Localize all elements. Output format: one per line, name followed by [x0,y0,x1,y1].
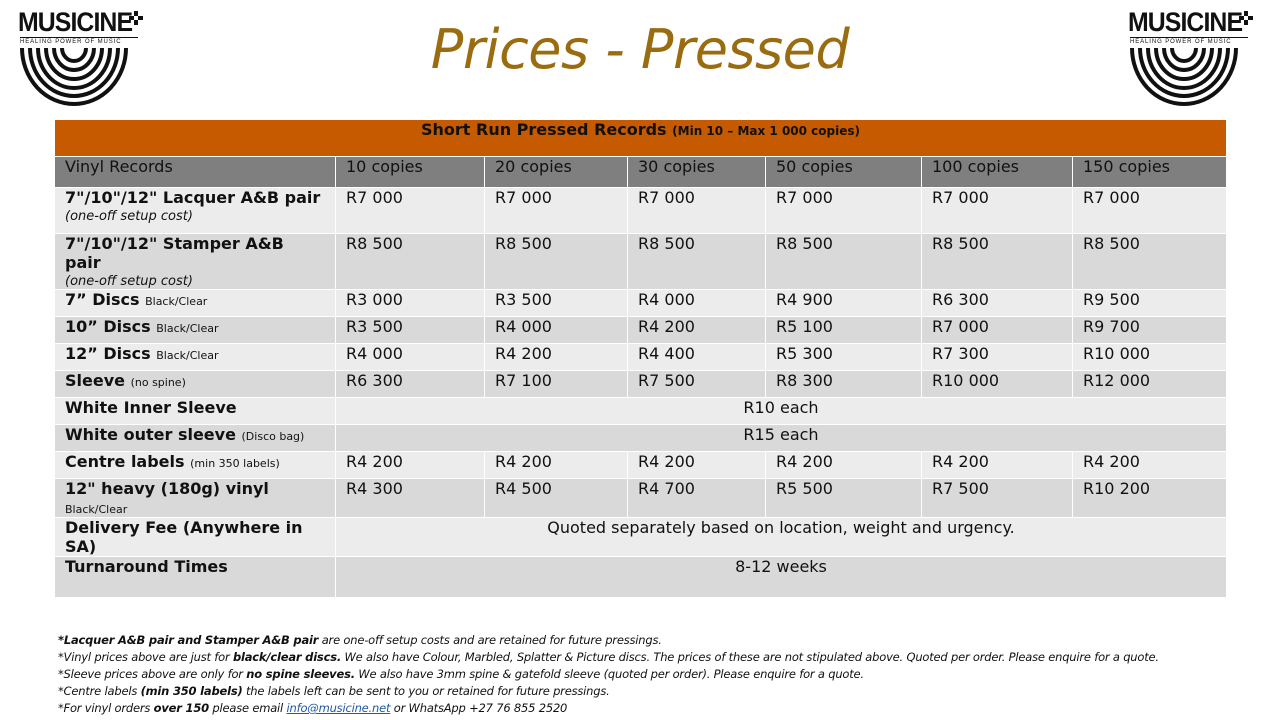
row-label [55,518,336,557]
footnote [58,683,1228,700]
price-cell: R4 200 [628,317,766,344]
price-cell: R7 000 [628,188,766,234]
price-cell: R6 300 [922,290,1073,317]
row-label [55,290,336,317]
price-cell: R10 000 [1073,344,1227,371]
price-cell: R8 300 [766,371,922,398]
price-cell: R4 200 [1073,452,1227,479]
footnote-text: are one-off setup costs and are retained for future pressings. [318,633,662,647]
price-cell: R8 500 [485,234,628,290]
footnote-text: or WhatsApp +27 76 855 2520 [390,701,568,715]
row-label-small: Black/Clear [65,503,128,516]
column-header: 50 copies [766,157,922,188]
footnote-text: *Centre labels [58,684,141,698]
row-label-text: Sleeve [65,371,125,390]
price-cell: R12 000 [1073,371,1227,398]
footnote-bold: (min 350 labels) [140,684,243,698]
table-row [55,344,1227,371]
table-row [55,290,1227,317]
table-row [55,188,1227,234]
column-header: 30 copies [628,157,766,188]
email-link[interactable]: info@musicine.net [286,701,391,715]
banner-subtitle: (Min 10 – Max 1 000 copies) [672,124,861,138]
price-cell: R3 500 [336,317,485,344]
footnote-bold: no spine sleeves. [246,667,355,681]
table-row [55,317,1227,344]
price-cell: R3 500 [485,290,628,317]
row-label-small: Black/Clear [156,322,219,335]
table-row [55,452,1227,479]
price-table [54,119,1227,598]
row-label-text: White Inner Sleeve [65,398,237,417]
price-cell: R8 500 [766,234,922,290]
row-label [55,557,336,598]
price-cell: R4 200 [766,452,922,479]
footnote-text: We also have 3mm spine & gatefold sleeve (quoted per order). Please enquire for a quote. [354,667,864,681]
price-cell: R4 300 [336,479,485,518]
table-row [55,479,1227,518]
price-cell: R4 900 [766,290,922,317]
price-cell: R6 300 [336,371,485,398]
brand-name: MUSICINE [18,7,133,37]
price-cell: R8 500 [336,234,485,290]
price-cell: R7 000 [1073,188,1227,234]
footnote-text: *Sleeve prices above are only for [58,667,247,681]
row-label-small: Black/Clear [145,295,208,308]
row-label [55,371,336,398]
brand-tagline: HEALING POWER OF MUSIC [20,37,138,46]
footnote-bold: over 150 [153,701,209,715]
row-label [55,344,336,371]
price-cell: R4 200 [336,452,485,479]
price-cell: R5 300 [766,344,922,371]
column-header: Vinyl Records [55,157,336,188]
table-row [55,425,1227,452]
column-header: 10 copies [336,157,485,188]
footnote-text: the labels left can be sent to you or retained for future pressings. [242,684,610,698]
table-row [55,557,1227,598]
row-label-text: 10” Discs [65,317,151,336]
page-title: Prices - Pressed [430,18,850,81]
price-cell: R7 000 [336,188,485,234]
column-header: 150 copies [1073,157,1227,188]
column-header: 100 copies [922,157,1073,188]
brand-tagline: HEALING POWER OF MUSIC [1130,37,1248,46]
price-cell: R10 each [336,398,1227,425]
footnote [58,666,1228,683]
price-cell: R9 700 [1073,317,1227,344]
price-cell: R8 500 [628,234,766,290]
brand-name: MUSICINE [1128,7,1243,37]
row-label-text: White outer sleeve [65,425,236,444]
row-label [55,479,336,518]
price-cell: R4 000 [485,317,628,344]
price-cell: R7 000 [922,317,1073,344]
row-label-small: (min 350 labels) [190,457,280,470]
price-cell: R4 500 [485,479,628,518]
row-label [55,234,336,290]
footnote [58,700,1228,717]
price-cell: R5 500 [766,479,922,518]
row-label [55,425,336,452]
table-banner [55,120,1227,157]
row-label [55,188,336,234]
price-cell: R8 500 [922,234,1073,290]
footnote-text: *Vinyl prices above are just for [58,650,233,664]
price-cell: R7 100 [485,371,628,398]
price-cell: R7 000 [485,188,628,234]
row-label-text: 7"/10"/12" Lacquer A&B pair [65,188,321,207]
row-label-text: 7” Discs [65,290,140,309]
price-cell: R15 each [336,425,1227,452]
row-note: (one-off setup cost) [65,209,193,224]
row-label-small: (no spine) [130,376,186,389]
price-cell: R4 000 [628,290,766,317]
price-cell: R8 500 [1073,234,1227,290]
row-label-text: 12” Discs [65,344,151,363]
footnote-text: *For vinyl orders [58,701,154,715]
row-label [55,452,336,479]
row-label-text: 7"/10"/12" Stamper A&B pair [65,234,284,272]
price-cell: R7 500 [922,479,1073,518]
row-label-small: Black/Clear [156,349,219,362]
banner-title: Short Run Pressed Records [420,120,667,139]
footnote-text: We also have Colour, Marbled, Splatter & Picture discs. The prices of these are not stipulated above. Quoted per order. Please enquire for a quote. [341,650,1159,664]
table-row [55,398,1227,425]
row-label-text: Delivery Fee (Anywhere in SA) [65,518,303,556]
price-cell: R4 400 [628,344,766,371]
footnote-bold: *Lacquer A&B pair and Stamper A&B pair [58,633,319,647]
price-cell: Quoted separately based on location, weight and urgency. [336,518,1227,557]
price-cell: R4 200 [485,344,628,371]
price-cell: R4 000 [336,344,485,371]
price-cell: R10 200 [1073,479,1227,518]
price-cell: R4 200 [922,452,1073,479]
table-row [55,371,1227,398]
row-label-text: Centre labels [65,452,185,471]
footnote [58,649,1228,666]
price-cell: R7 500 [628,371,766,398]
price-cell: R9 500 [1073,290,1227,317]
banner-cell [55,120,1227,157]
footnote-text: please email [208,701,287,715]
table-row [55,234,1227,290]
footnote-bold: black/clear discs. [232,650,342,664]
table-header [55,157,1227,188]
price-cell: R3 000 [336,290,485,317]
row-label-text: 12" heavy (180g) vinyl [65,479,269,498]
row-label [55,317,336,344]
row-label-text: Turnaround Times [65,557,228,576]
footnotes [58,632,1228,717]
price-cell: 8-12 weeks [336,557,1227,598]
price-cell: R5 100 [766,317,922,344]
row-label-small: (Disco bag) [241,430,305,443]
price-cell: R10 000 [922,371,1073,398]
price-cell: R4 700 [628,479,766,518]
price-cell: R4 200 [485,452,628,479]
price-cell: R4 200 [628,452,766,479]
row-note: (one-off setup cost) [65,274,193,289]
price-cell: R7 000 [766,188,922,234]
price-cell: R7 300 [922,344,1073,371]
row-label [55,398,336,425]
table-row [55,518,1227,557]
footnote [58,632,1228,649]
column-header: 20 copies [485,157,628,188]
price-cell: R7 000 [922,188,1073,234]
